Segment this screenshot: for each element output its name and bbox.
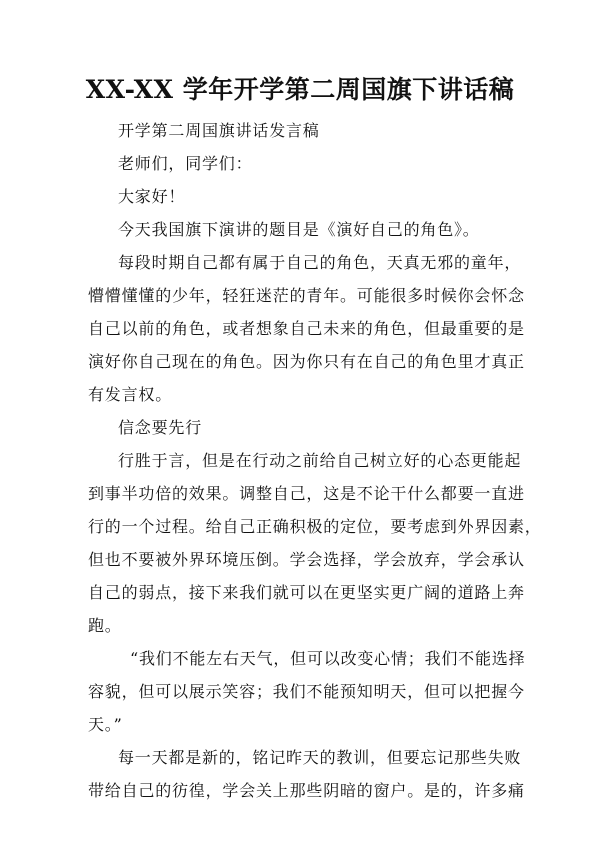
document-title: XX-XX 学年开学第二周国旗下讲话稿 bbox=[85, 75, 515, 104]
subtitle-line: 开学第二周国旗讲话发言稿 bbox=[118, 121, 320, 140]
greeting-line: 老师们，同学们： bbox=[118, 154, 253, 173]
paragraph-line: 自己以前的角色，或者想象自己未来的角色，但最重要的是 bbox=[88, 319, 525, 338]
paragraph-line: 有发言权。 bbox=[88, 385, 173, 404]
greeting-line: 大家好！ bbox=[118, 187, 186, 206]
paragraph-line: 今天我国旗下演讲的题目是《演好自己的角色》。 bbox=[118, 220, 480, 239]
paragraph-line: 自己的弱点，接下来我们就可以在更坚实更广阔的道路上奔 bbox=[88, 583, 525, 602]
quote-line: 天。” bbox=[88, 715, 123, 734]
paragraph-line: 懵懵懂懂的少年，轻狂迷茫的青年。可能很多时候你会怀念 bbox=[88, 286, 525, 305]
paragraph-line: 但也不要被外界环境压倒。学会选择，学会放弃，学会承认 bbox=[88, 550, 525, 569]
paragraph-line: 跑。 bbox=[88, 616, 122, 635]
paragraph-line: 到事半功倍的效果。调整自己，这是不论干什么都要一直进 bbox=[88, 484, 525, 503]
quote-line: “我们不能左右天气，但可以改变心情；我们不能选择 bbox=[130, 649, 526, 668]
paragraph-line: 行的一个过程。给自己正确积极的定位，要考虑到外界因素， bbox=[88, 517, 542, 536]
paragraph-line: 带给自己的彷徨，学会关上那些阴暗的窗户。是的，许多痛 bbox=[88, 781, 525, 800]
paragraph-line: 演好你自己现在的角色。因为你只有在自己的角色里才真正 bbox=[88, 352, 525, 371]
section-heading: 信念要先行 bbox=[118, 418, 203, 437]
paragraph-line: 每一天都是新的，铭记昨天的教训，但要忘记那些失败 bbox=[118, 748, 522, 767]
paragraph-line: 行胜于言，但是在行动之前给自己树立好的心态更能起 bbox=[118, 451, 522, 470]
quote-line: 容貌，但可以展示笑容；我们不能预知明天，但可以把握今 bbox=[88, 682, 525, 701]
paragraph-line: 每段时期自己都有属于自己的角色，天真无邪的童年， bbox=[118, 253, 522, 272]
